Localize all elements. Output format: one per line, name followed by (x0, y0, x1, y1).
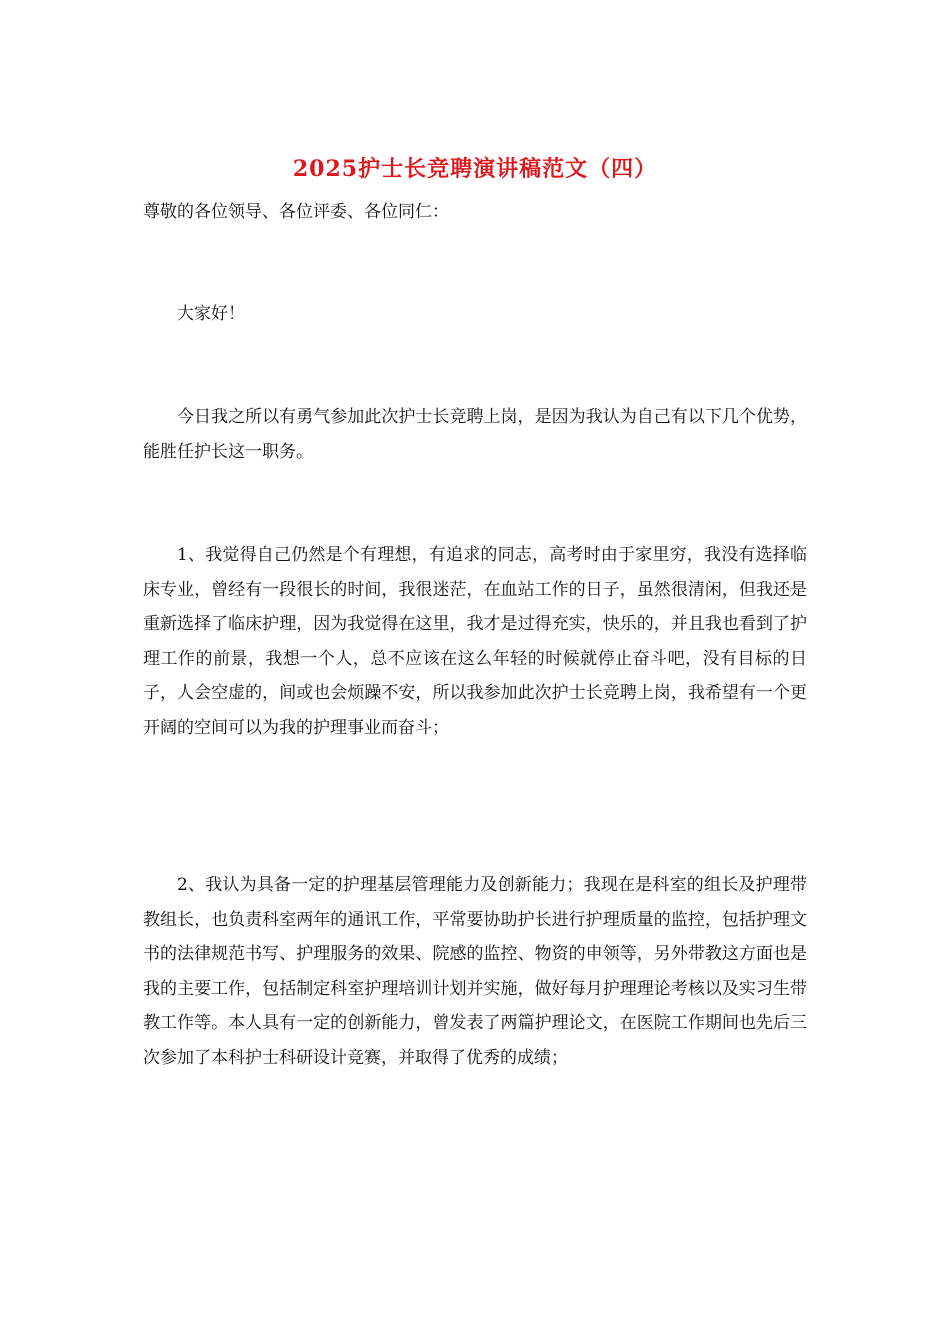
salutation: 尊敬的各位领导、各位评委、各位同仁： (143, 202, 449, 222)
paragraph-greeting: 大家好！ (177, 304, 245, 324)
paragraph-intro: 今日我之所以有勇气参加此次护士长竞聘上岗，是因为我认为自己有以下几个优势，能胜任护长这一职务。 (143, 407, 807, 462)
paragraph-point-1: 1、我觉得自己仍然是个有理想，有追求的同志，高考时由于家里穷，我没有选择临床专业，曾经有一段很长的时间，我很迷茫，在血站工作的日子，虽然很清闲，但我还是重新选择了临床护理，因为我觉得在这里，我才是过得充实，快乐的，并且我也看到了护理工作的前景，我想一个人，总不应该在这么年轻的时候就停止奋斗吧，没有目标的日子，人会空虚的，间或也会烦躁不安，所以我参加此次护士长竞聘上岗，我希望有一个更开阔的空间可以为我的护理事业而奋斗； (143, 545, 807, 738)
paragraph-point-2: 2、我认为具备一定的护理基层管理能力及创新能力；我现在是科室的组长及护理带教组长，也负责科室两年的通讯工作，平常要协助护长进行护理质量的监控，包括护理文书的法律规范书写、护理服务的效果、院感的监控、物资的申领等，另外带教这方面也是我的主要工作，包括制定科室护理培训计划并实施，做好每月护理理论考核以及实习生带教工作等。本人具有一定的创新能力，曾发表了两篇护理论文，在医院工作期间也先后三次参加了本科护士科研设计竞赛，并取得了优秀的成绩； (143, 875, 807, 1068)
document-title: 2025护士长竞聘演讲稿范文（四） (292, 156, 658, 182)
